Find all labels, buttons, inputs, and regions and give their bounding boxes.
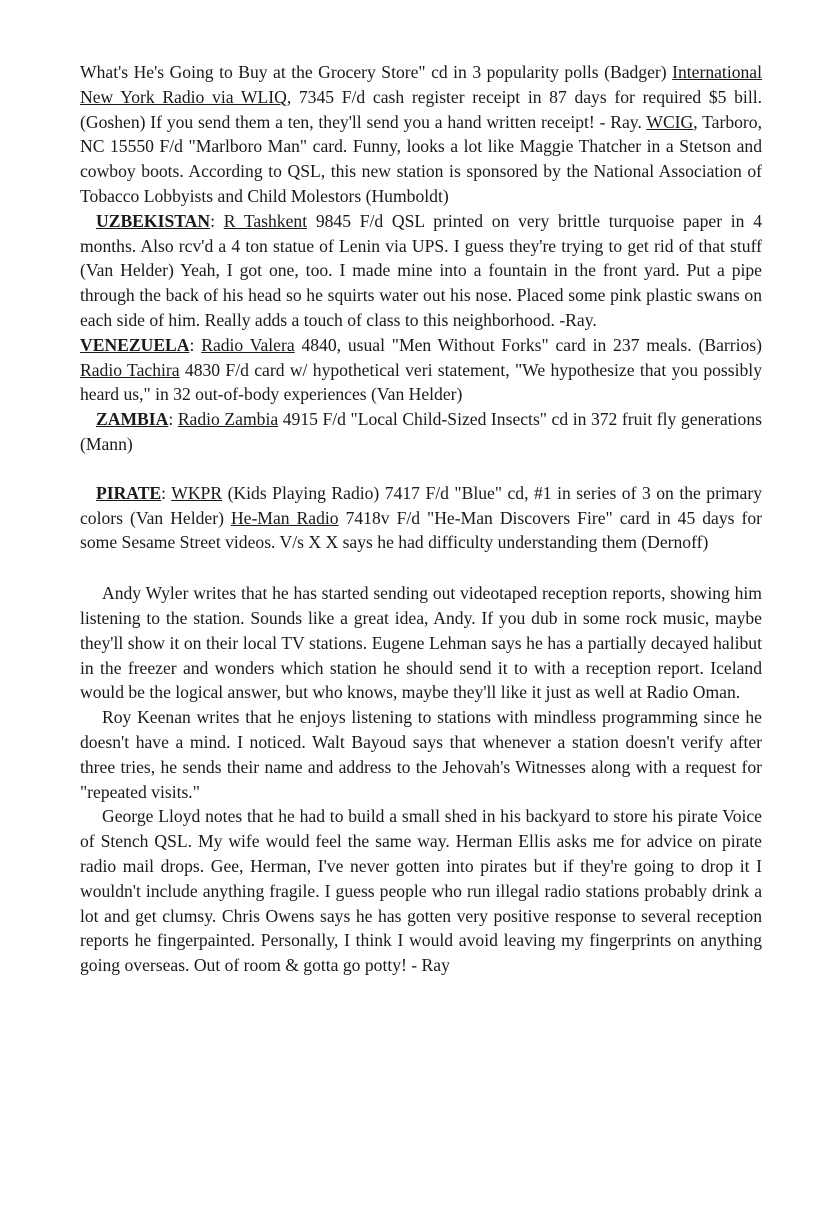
entry-text: 4830 F/d card w/ hypothetical veri statement, "We hypothesize that you possibly heard us," in 32 out-of-body experiences (Van Helder) (80, 359, 762, 405)
entry-text: : (210, 210, 224, 231)
logging-entry-zambia (80, 407, 762, 457)
country-heading: VENEZUELA (80, 334, 190, 355)
entry-text: , 7345 F/d cash register receipt in 87 days for required $5 bill. (Goshen) If you send them a ten, they'll send you a hand written receipt! - Ray. (80, 86, 762, 132)
section-gap (80, 457, 762, 481)
country-heading: UZBEKISTAN (96, 210, 211, 231)
entry-text: : (189, 334, 202, 355)
section-gap (80, 555, 762, 581)
station-name: R Tashkent (223, 210, 308, 231)
logging-entry (80, 60, 762, 209)
mailbag-paragraph: George Lloyd notes that he had to build a small shed in his backyard to store his pirate Voice of Stench QSL. My wife would feel the same way. Herman Ellis asks me for advice on pirate radio mail drops. Gee, Herman, I've never gotten into pirates but if they're going to drop it I wouldn't include anything fragile. I guess people who run illegal radio stations probably drink a lot and get clumsy. Chris Owens says he has gotten very positive response to several reception reports he fingerpainted. Personally, I think I would avoid leaving my fingerprints on anything going overseas. Out of room & gotta go potty! - Ray (80, 806, 762, 976)
logging-entry-uzbekistan (80, 209, 762, 333)
mailbag-paragraph: Roy Keenan writes that he enjoys listening to stations with mindless programming since he doesn't have a mind. I noticed. Walt Bayoud says that whenever a station doesn't verify after three tries, he sends their name and address to the Jehovah's Witnesses along with a request for "repeated visits." (80, 707, 762, 802)
station-name: Radio Zambia (177, 409, 279, 430)
entry-text: : (168, 409, 178, 430)
entry-text: 9845 F/d QSL printed on very brittle turquoise paper in 4 months. Also rcv'd a 4 ton statue of Lenin via UPS. I guess they're trying to get rid of that stuff (Van Helder) Yeah, I got one, too. I made mine into a fountain in the front yard. Put a pipe through the back of his head so he squirts water out his nose. Placed some pink plastic swans on each side of him. Really adds a touch of class to this neighborhood. -Ray. (80, 210, 762, 330)
station-name: He-Man Radio (230, 507, 339, 528)
station-name: Radio Tachira (80, 359, 180, 380)
entry-text: 4840, usual "Men Without Forks" card in 237 meals. (Barrios) (294, 334, 762, 355)
mailbag-paragraph: Andy Wyler writes that he has started sending out videotaped reception reports, showing him listening to the station. Sounds like a great idea, Andy. If you dub in some rock music, maybe they'll show it on their local TV stations. Eugene Lehman says he has a partially decayed halibut in the freezer and wonders which station he should send it to with a reception report. Iceland would be the logical answer, but who knows, maybe they'll like it just as well at Radio Oman. (80, 583, 762, 703)
country-heading: PIRATE (96, 482, 162, 503)
logging-entry-venezuela (80, 333, 762, 407)
entry-text: What's He's Going to Buy at the Grocery Store" cd in 3 popularity polls (Badger) (80, 62, 673, 82)
entry-text: 4915 F/d "Local Child-Sized Insects" cd in 372 fruit fly generations (Mann) (80, 409, 762, 454)
logging-entry-pirate (80, 481, 762, 555)
country-heading: ZAMBIA (96, 409, 169, 430)
entry-text: : (161, 482, 172, 503)
entry-text: 7418v F/d "He-Man Discovers Fire" card in 45 days for some Sesame Street videos. V/s X X says he had difficulty understanding them (Dernoff) (80, 507, 762, 553)
entry-text: (Kids Playing Radio) 7417 F/d "Blue" cd, #1 in series of 3 on the primary colors (Van Helder) (80, 482, 762, 528)
station-name: International New York Radio via WLIQ (80, 62, 762, 107)
newsletter-page (80, 60, 762, 978)
entry-text: , Tarboro, NC 15550 F/d "Marlboro Man" card. Funny, looks a lot like Maggie Thatcher in a Stetson and cowboy boots. According to QSL, this new station is sponsored by the National Association of Tobacco Lobbyists and Child Molestors (Humboldt) (80, 111, 762, 206)
station-name: WCIG (646, 111, 694, 132)
station-name: Radio Valera (201, 334, 295, 355)
loggings-section (80, 60, 762, 555)
mailbag-section (80, 581, 762, 978)
station-name: WKPR (171, 482, 223, 503)
